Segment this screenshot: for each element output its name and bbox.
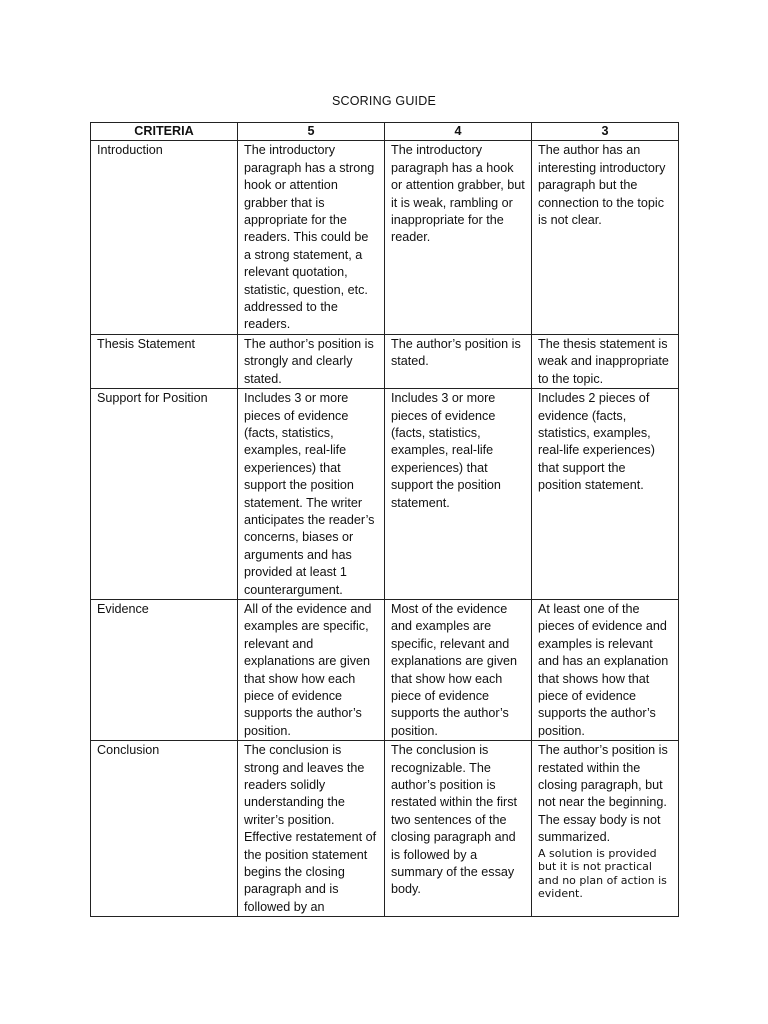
score-3-cell: The author has an interesting introductory paragraph but the connection to the topic is not clear. (532, 141, 679, 334)
score-3-note: A solution is provided but it is not practical and no plan of action is evident. (538, 846, 667, 901)
score-3-cell (532, 741, 679, 917)
scoring-table (90, 122, 679, 917)
score-5-cell: The conclusion is strong and leaves the readers solidly understanding the writer’s position. Effective restatement of the position statement begins the closing paragraph and is followed by an (238, 741, 385, 917)
table-row-thesis-statement (91, 334, 679, 388)
page-title: SCORING GUIDE (332, 94, 436, 108)
score-5-cell: Includes 3 or more pieces of evidence (facts, statistics, examples, real-life experiences) that support the position statement. The writer anticipates the reader’s concerns, biases or arguments and has provided at least 1 counterargument. (238, 389, 385, 600)
criterion-cell: Evidence (91, 599, 238, 740)
criterion-cell: Introduction (91, 141, 238, 334)
table-row-support-for-position (91, 389, 679, 600)
score-3-text: The author’s position is restated within the closing paragraph, but not near the beginning. The essay body is not summarized. (538, 743, 668, 845)
score-4-cell: Most of the evidence and examples are specific, relevant and explanations are given that show how each piece of evidence supports the author’s position. (385, 599, 532, 740)
table-row-introduction (91, 141, 679, 334)
header-score-3: 3 (532, 123, 679, 141)
header-score-5: 5 (238, 123, 385, 141)
table-header-row (91, 123, 679, 141)
criterion-cell: Support for Position (91, 389, 238, 600)
score-3-cell: Includes 2 pieces of evidence (facts, statistics, examples, real-life experiences) that support the position statement. (532, 389, 679, 600)
score-5-cell: All of the evidence and examples are specific, relevant and explanations are given that show how each piece of evidence supports the author’s position. (238, 599, 385, 740)
table-row-evidence (91, 599, 679, 740)
score-4-cell: The author’s position is stated. (385, 334, 532, 388)
header-score-4: 4 (385, 123, 532, 141)
score-5-cell: The author’s position is strongly and clearly stated. (238, 334, 385, 388)
score-3-cell: At least one of the pieces of evidence and examples is relevant and has an explanation that shows how that piece of evidence supports the author’s position. (532, 599, 679, 740)
score-4-cell: The conclusion is recognizable. The author’s position is restated within the first two sentences of the closing paragraph and is followed by a summary of the essay body. (385, 741, 532, 917)
score-4-cell: The introductory paragraph has a hook or attention grabber, but it is weak, rambling or inappropriate for the reader. (385, 141, 532, 334)
score-4-cell: Includes 3 or more pieces of evidence (facts, statistics, examples, real-life experiences) that support the position statement. (385, 389, 532, 600)
score-5-cell: The introductory paragraph has a strong hook or attention grabber that is appropriate for the readers. This could be a strong statement, a relevant quotation, statistic, question, etc. addressed to the readers. (238, 141, 385, 334)
table-row-conclusion (91, 741, 679, 917)
criterion-cell: Conclusion (91, 741, 238, 917)
header-criteria: CRITERIA (91, 123, 238, 141)
score-3-cell: The thesis statement is weak and inappropriate to the topic. (532, 334, 679, 388)
criterion-cell: Thesis Statement (91, 334, 238, 388)
